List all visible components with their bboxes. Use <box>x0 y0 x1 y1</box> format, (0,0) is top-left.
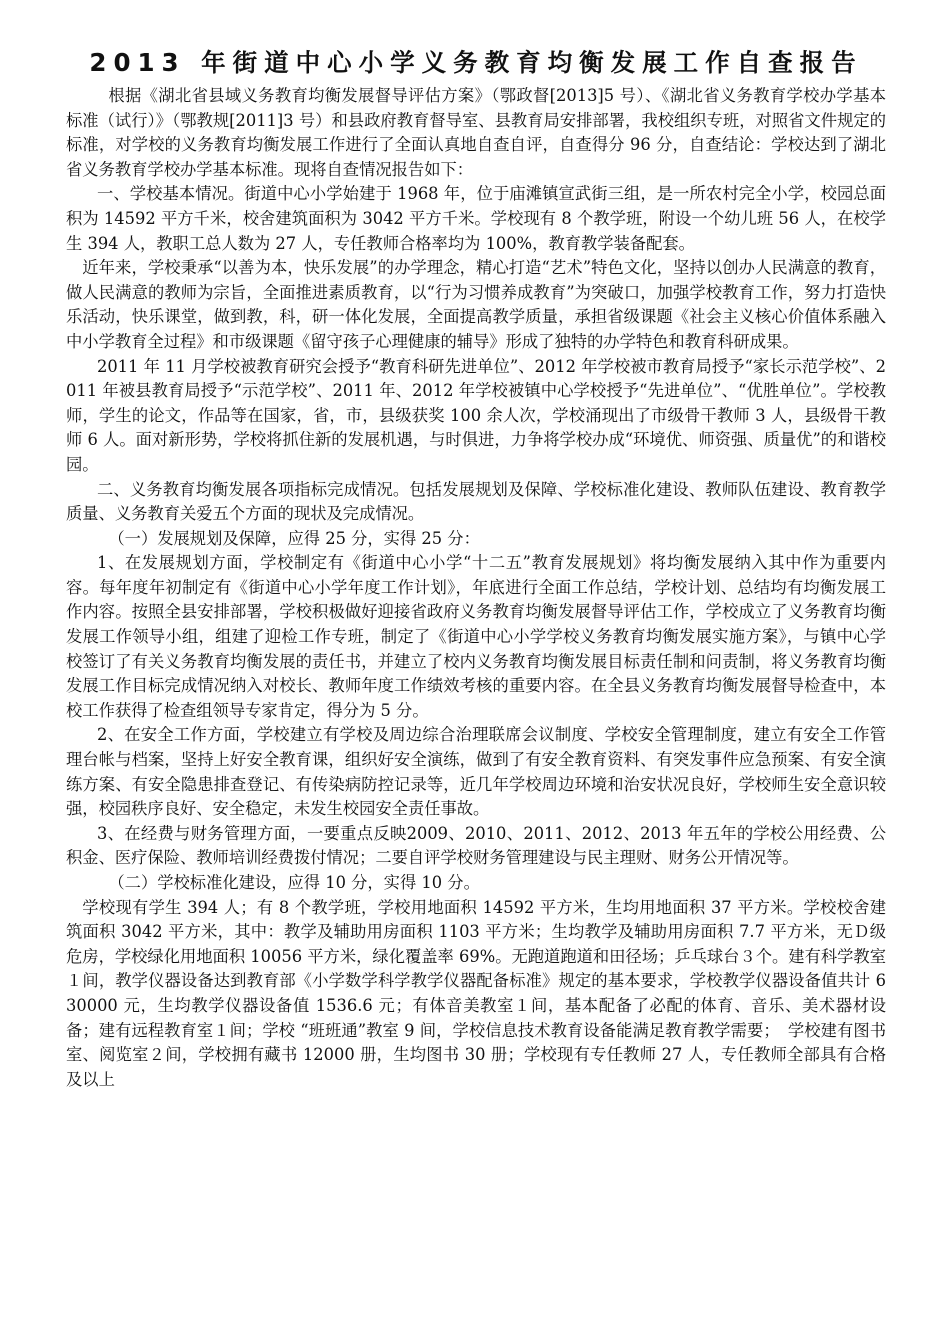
honors-paragraph: 2011 年 11 月学校被教育研究会授予“教育科研先进单位”、2012 年学校被市教育局授予“家长示范学校”、2011 年被县教育局授予“示范学校”、2011 年、2012 年学校被镇中心学校授予“先进单位”、“优胜单位”。学校教师，学生的论文，作品等在国家，省，市，县级获奖 100 余人次，学校涌现出了市级骨干教师 3 人，县级骨干教师 6 人。面对新形势，学校将抓住新的发展机遇，与时俱进，力争将学校办成“环境优、师资强、质量优”的和谐校园。 <box>66 356 886 474</box>
intro-paragraph: 根据《湖北省县域义务教育均衡发展督导评估方案》（鄂政督[2013]5 号）、《湖北省义务教育学校办学基本标准（试行）》（鄂教规[2011]3 号）和县政府教育督导室、县教育局安排部署，我校组织专班，对照省文件规定的标准，对学校的义务教育均衡发展工作进行了全面认真地自查自评，自查得分 96 分，自查结论：学校达到了湖北省义务教育学校办学基本标准。现将自查情况报告如下： <box>66 86 886 179</box>
report-title: 2013 年街道中心小学义务教育均衡发展工作自查报告 <box>89 48 863 77</box>
school-philosophy-paragraph: 近年来，学校秉承“以善为本，快乐发展”的办学理念，精心打造“艺术”特色文化，坚持以创办人民满意的教育，做人民满意的教师为宗旨，全面推进素质教育，以“行为习惯养成教育”为突破口，加强学校教育工作，努力打造快乐活动，快乐课堂，做到教，科，研一体化发展，全面提高教学质量，承担省级课题《社会主义核心价值体系融入中小学教育全过程》和市级课题《留守孩子心理健康的辅导》形成了独特的办学特色和教育科研成果。 <box>66 258 886 351</box>
safety-paragraph: 2、在安全工作方面，学校建立有学校及周边综合治理联席会议制度、学校安全管理制度，建立有安全工作管理台帐与档案，坚持上好安全教育课，组织好安全演练，做到了有安全教育资料、有突发事件应急预案、有安全演练方案、有安全隐患排查登记、有传染病防控记录等，近几年学校周边环境和治安状况良好，学校师生安全意识较强，校园秩序良好、安全稳定，未发生校园安全责任事故。 <box>66 725 886 819</box>
section-2-heading: 二、义务教育均衡发展各项指标完成情况。包括发展规划及保障、学校标准化建设、教师队伍建设、教育教学质量、义务教育关爱五个方面的现状及完成情况。 <box>66 479 886 524</box>
subsection-1-heading: （一）发展规划及保障，应得 25 分，实得 25 分： <box>108 528 480 548</box>
development-plan-paragraph: 1、在发展规划方面，学校制定有《街道中心小学“十二五”教育发展规划》将均衡发展纳入其中作为重要内容。每年度年初制定有《街道中心小学年度工作计划》，年底进行全面工作总结，学校计划、总结均有均衡发展工作内容。按照全县安排部署，学校积极做好迎接省政府义务教育均衡发展督导评估工作，学校成立了义务教育均衡发展工作领导小组，组建了迎检工作专班，制定了《街道中心小学学校义务教育均衡发展实施方案》，与镇中心学校签订了有关义务教育均衡发展的责任书，并建立了校内义务教育均衡发展目标责任制和问责制，将义务教育均衡发展工作目标完成情况纳入对校长、教师年度工作绩效考核的重要内容。在全县义务教育均衡发展督导检查中，本校工作获得了检查组领导专家肯定，得分为 5 分。 <box>66 553 886 720</box>
standardization-paragraph: 学校现有学生 394 人；有 8 个教学班，学校用地面积 14592 平方米，生均用地面积 37 平方米。学校校舍建筑面积 3042 平方米，其中：教学及辅助用房面积 1103 平方米；生均教学及辅助用房面积 7.7 平方米，无Ｄ级危房，学校绿化用地面积 10056 平方米，绿化覆盖率 69%。无跑道跑道和田径场；乒乓球台３个。建有科学教室１间，教学仪器设备达到教育部《小学数学科学教学仪器配备标准》规定的基本要求，学校教学仪器设备值共计 630000 元，生均教学仪器设备值 1536.6 元；有体音美教室１间，基本配备了必配的体育、音乐、美术器材设备；建有远程教育室１间；学校 “班班通”教室 9 间，学校信息技术教育设备能满足教育教学需要； 学校建有图书室、阅览室２间，学校拥有藏书 12000 册，生均图书 30 册；学校现有专任教师 27 人，专任教师全部具有合格及以上 <box>66 897 886 1089</box>
section-1-basic-info: 一、学校基本情况。街道中心小学始建于 1968 年，位于庙滩镇宣武街三组，是一所农村完全小学，校园总面积为 14592 平方千米，校舍建筑面积为 3042 平方千米。学校现有 8 个教学班，附设一个幼儿班 56 人，在校学生 394 人，教职工总人数为 27 人，专任教师合格率均为 100%，教育教学装备配套。 <box>66 184 886 253</box>
finance-paragraph: 3、在经费与财务管理方面，一要重点反映2009、2010、2011、2012、2013 年五年的学校公用经费、公积金、医疗保险、教师培训经费拨付情况；二要自评学校财务管理建设与民主理财、财务公开情况等。 <box>66 823 886 868</box>
subsection-2-heading: （二）学校标准化建设，应得 10 分，实得 10 分。 <box>108 873 480 892</box>
report-page <box>66 46 886 1092</box>
